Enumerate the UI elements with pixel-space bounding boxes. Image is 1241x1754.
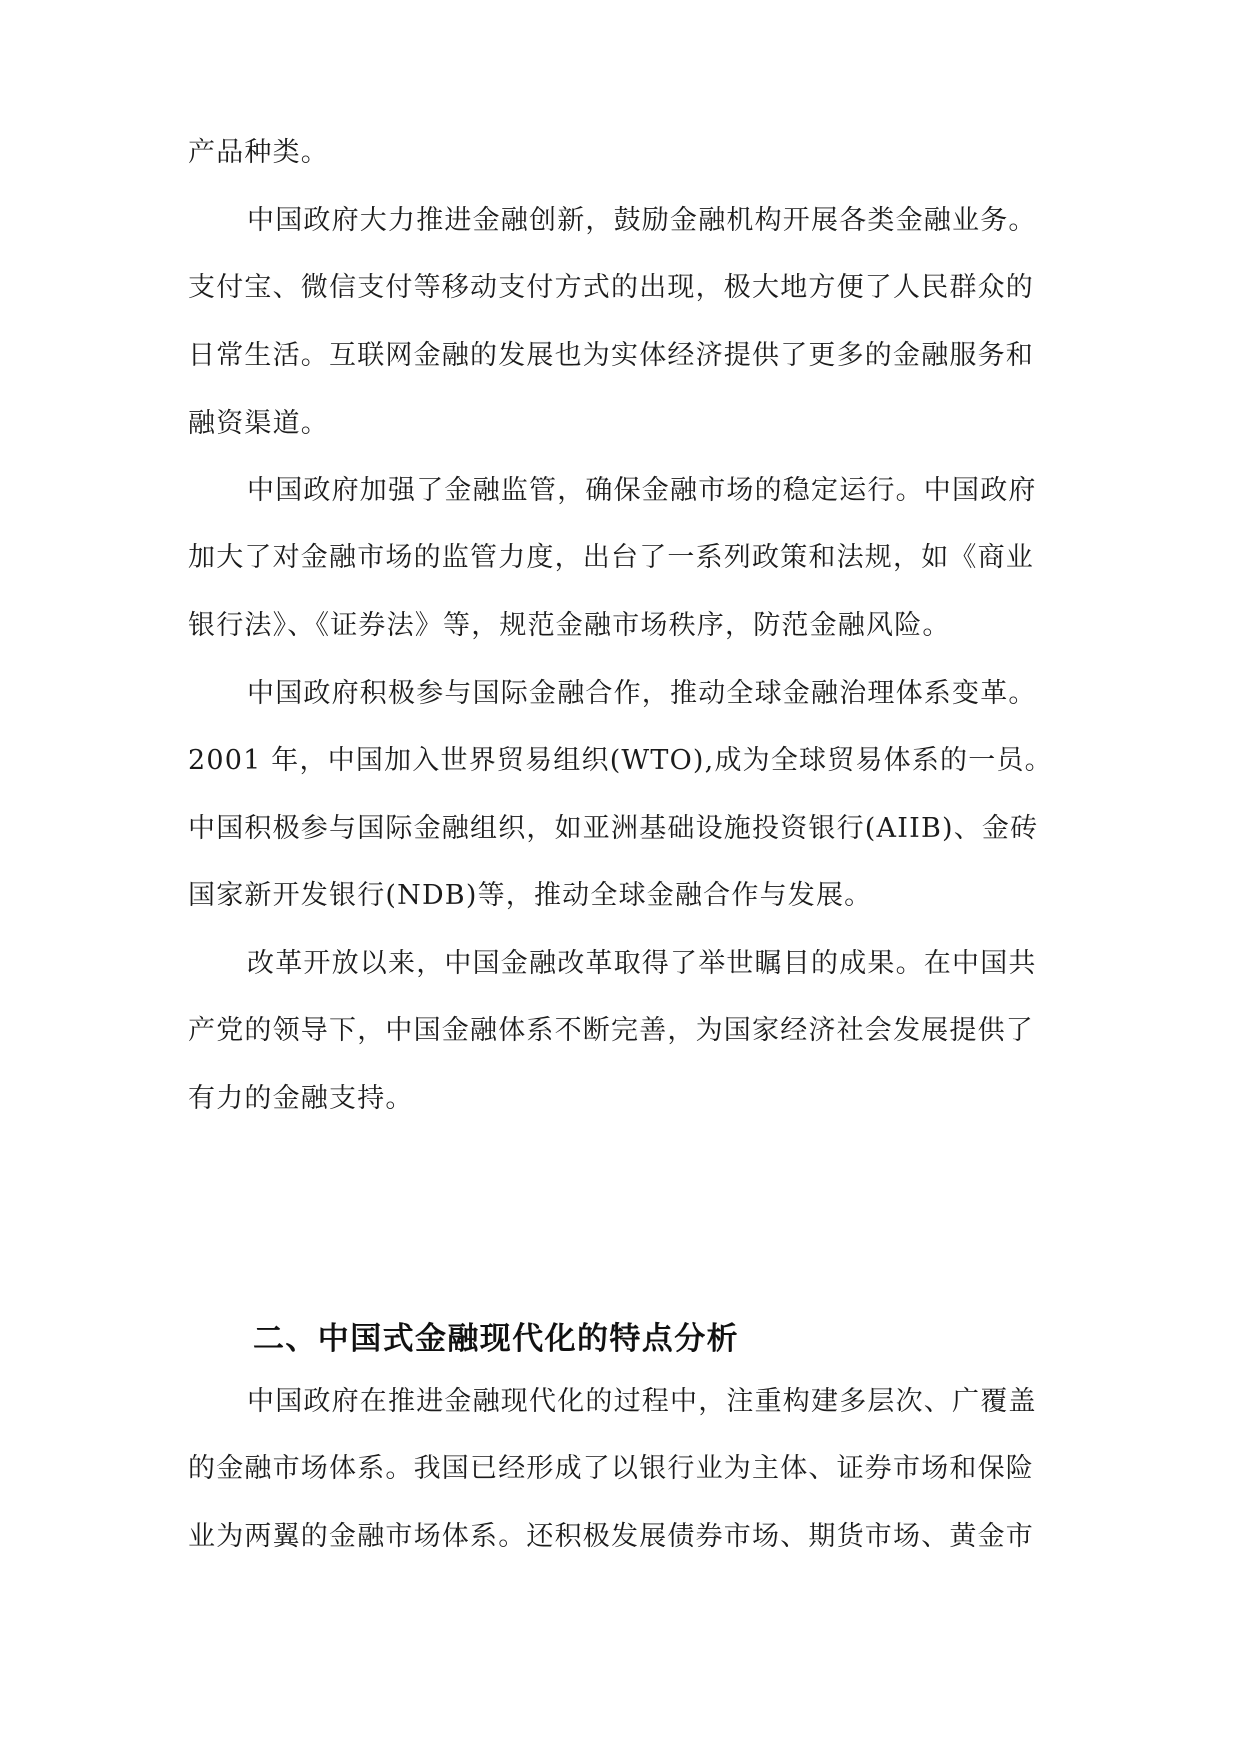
- paragraph-line: 中国政府积极参与国际金融合作，推动全球金融治理体系变革。: [247, 678, 1037, 709]
- paragraph-line: 国家新开发银行(NDB)等，推动全球金融合作与发展。: [188, 880, 873, 911]
- paragraph-line: 银行法》、《证券法》等，规范金融市场秩序，防范金融风险。: [188, 610, 951, 641]
- paragraph-line: 中国政府加强了金融监管，确保金融市场的稳定运行。中国政府: [247, 475, 1037, 506]
- paragraph-line: 有力的金融支持。: [188, 1083, 414, 1114]
- paragraph-line: 业为两翼的金融市场体系。还积极发展债券市场、期货市场、黄金市: [188, 1521, 1034, 1552]
- section-heading: 二、中国式金融现代化的特点分析: [253, 1321, 739, 1357]
- paragraph-line: 融资渠道。: [188, 408, 329, 439]
- paragraph-line: 产党的领导下，中国金融体系不断完善，为国家经济社会发展提供了: [188, 1015, 1034, 1046]
- paragraph-line: 加大了对金融市场的监管力度，出台了一系列政策和法规，如《商业: [188, 542, 1034, 573]
- paragraph-line: 支付宝、微信支付等移动支付方式的出现，极大地方便了人民群众的: [188, 272, 1034, 303]
- paragraph-line: 中国积极参与国际金融组织，如亚洲基础设施投资银行(AIIB)、金砖: [188, 813, 1039, 844]
- paragraph-line: 中国政府大力推进金融创新，鼓励金融机构开展各类金融业务。: [247, 205, 1037, 236]
- paragraph-line: 产品种类。: [188, 137, 329, 168]
- paragraph-line: 日常生活。互联网金融的发展也为实体经济提供了更多的金融服务和: [188, 340, 1034, 371]
- paragraph-line: 2001 年，中国加入世界贸易组织(WTO),成为全球贸易体系的一员。: [188, 745, 1053, 776]
- paragraph-line: 改革开放以来，中国金融改革取得了举世瞩目的成果。在中国共: [247, 948, 1037, 979]
- paragraph-line: 中国政府在推进金融现代化的过程中，注重构建多层次、广覆盖: [247, 1386, 1037, 1417]
- paragraph-line: 的金融市场体系。我国已经形成了以银行业为主体、证券市场和保险: [188, 1453, 1034, 1484]
